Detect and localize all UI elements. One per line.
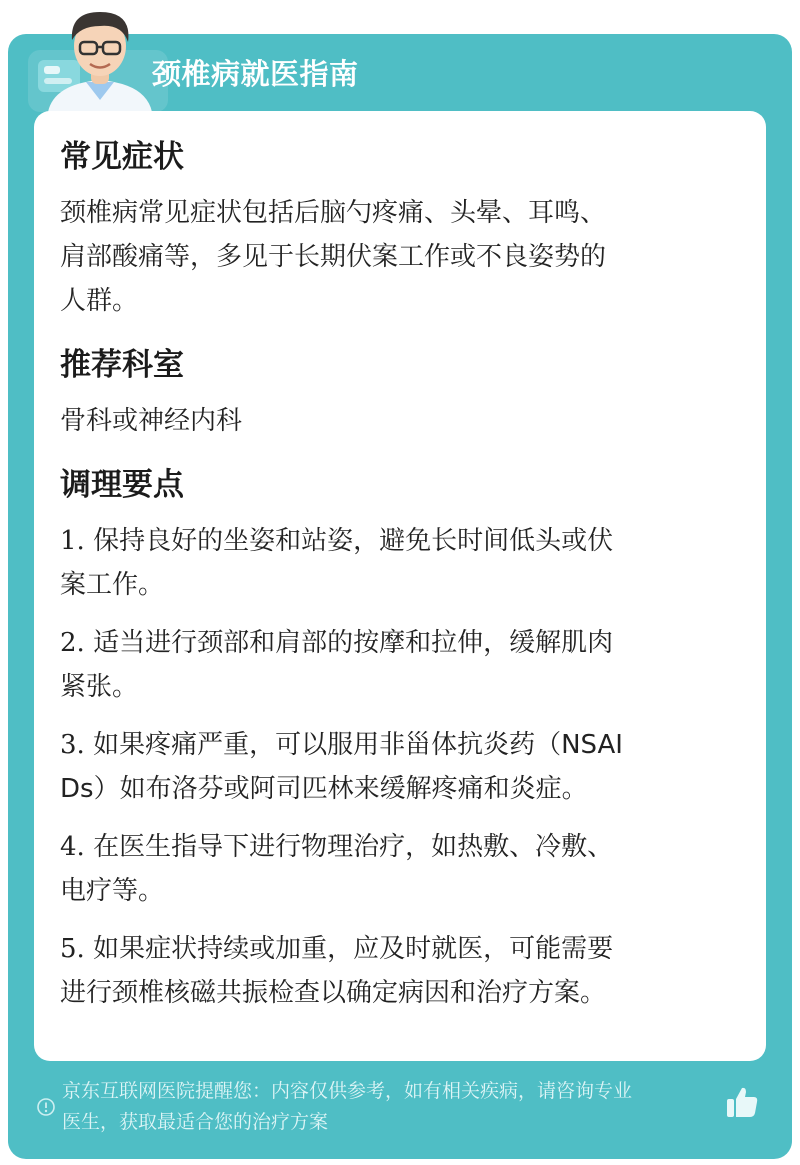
disclaimer-line: 医生，获取最适合您的治疗方案 [62, 1111, 329, 1133]
symptoms-line: 肩部酸痛等，多见于长期伏案工作或不良姿势的 [60, 242, 607, 272]
page-title: 颈椎病就医指南 [152, 57, 359, 91]
item-line: 案工作。 [60, 570, 165, 600]
item-line: 如果症状持续或加重，应及时就医，可能需要 [93, 934, 614, 964]
list-item [60, 825, 740, 913]
list-item [60, 723, 740, 811]
item-number: 2. [60, 628, 85, 658]
item-line: 紧张。 [60, 672, 139, 702]
item-line: 适当进行颈部和肩部的按摩和拉伸，缓解肌肉 [93, 628, 614, 658]
item-line: 保持良好的坐姿和站姿，避免长时间低头或伏 [93, 526, 614, 556]
symptoms-line: 颈椎病常见症状包括后脑勺疼痛、头晕、耳鸣、 [60, 198, 607, 228]
item-number: 4. [60, 832, 85, 862]
thumbs-up-icon[interactable] [724, 1084, 760, 1120]
content-card [34, 111, 766, 1061]
doctor-avatar [40, 4, 160, 112]
item-line: 在医生指导下进行物理治疗，如热敷、冷敷、 [93, 832, 614, 862]
list-item [60, 621, 740, 709]
item-number: 3. [60, 730, 85, 760]
item-line: Ds）如布洛芬或阿司匹林来缓解疼痛和炎症。 [60, 774, 588, 804]
item-number: 1. [60, 526, 85, 556]
item-line: 进行颈椎核磁共振检查以确定病因和治疗方案。 [60, 978, 607, 1008]
info-icon [36, 1097, 56, 1117]
section-heading-care: 调理要点 [60, 467, 184, 503]
item-line: 如果疼痛严重，可以服用非甾体抗炎药（NSAI [93, 730, 623, 760]
list-item [60, 519, 740, 607]
section-heading-department: 推荐科室 [60, 347, 184, 383]
item-line: 电疗等。 [60, 876, 165, 906]
symptoms-line: 人群。 [60, 286, 139, 316]
department-text: 骨科或神经内科 [60, 406, 243, 436]
item-number: 5. [60, 934, 85, 964]
disclaimer-line: 京东互联网医院提醒您：内容仅供参考，如有相关疾病，请咨询专业 [62, 1080, 633, 1102]
section-heading-symptoms: 常见症状 [60, 139, 184, 175]
list-item [60, 927, 740, 1015]
disclaimer [62, 1076, 730, 1138]
